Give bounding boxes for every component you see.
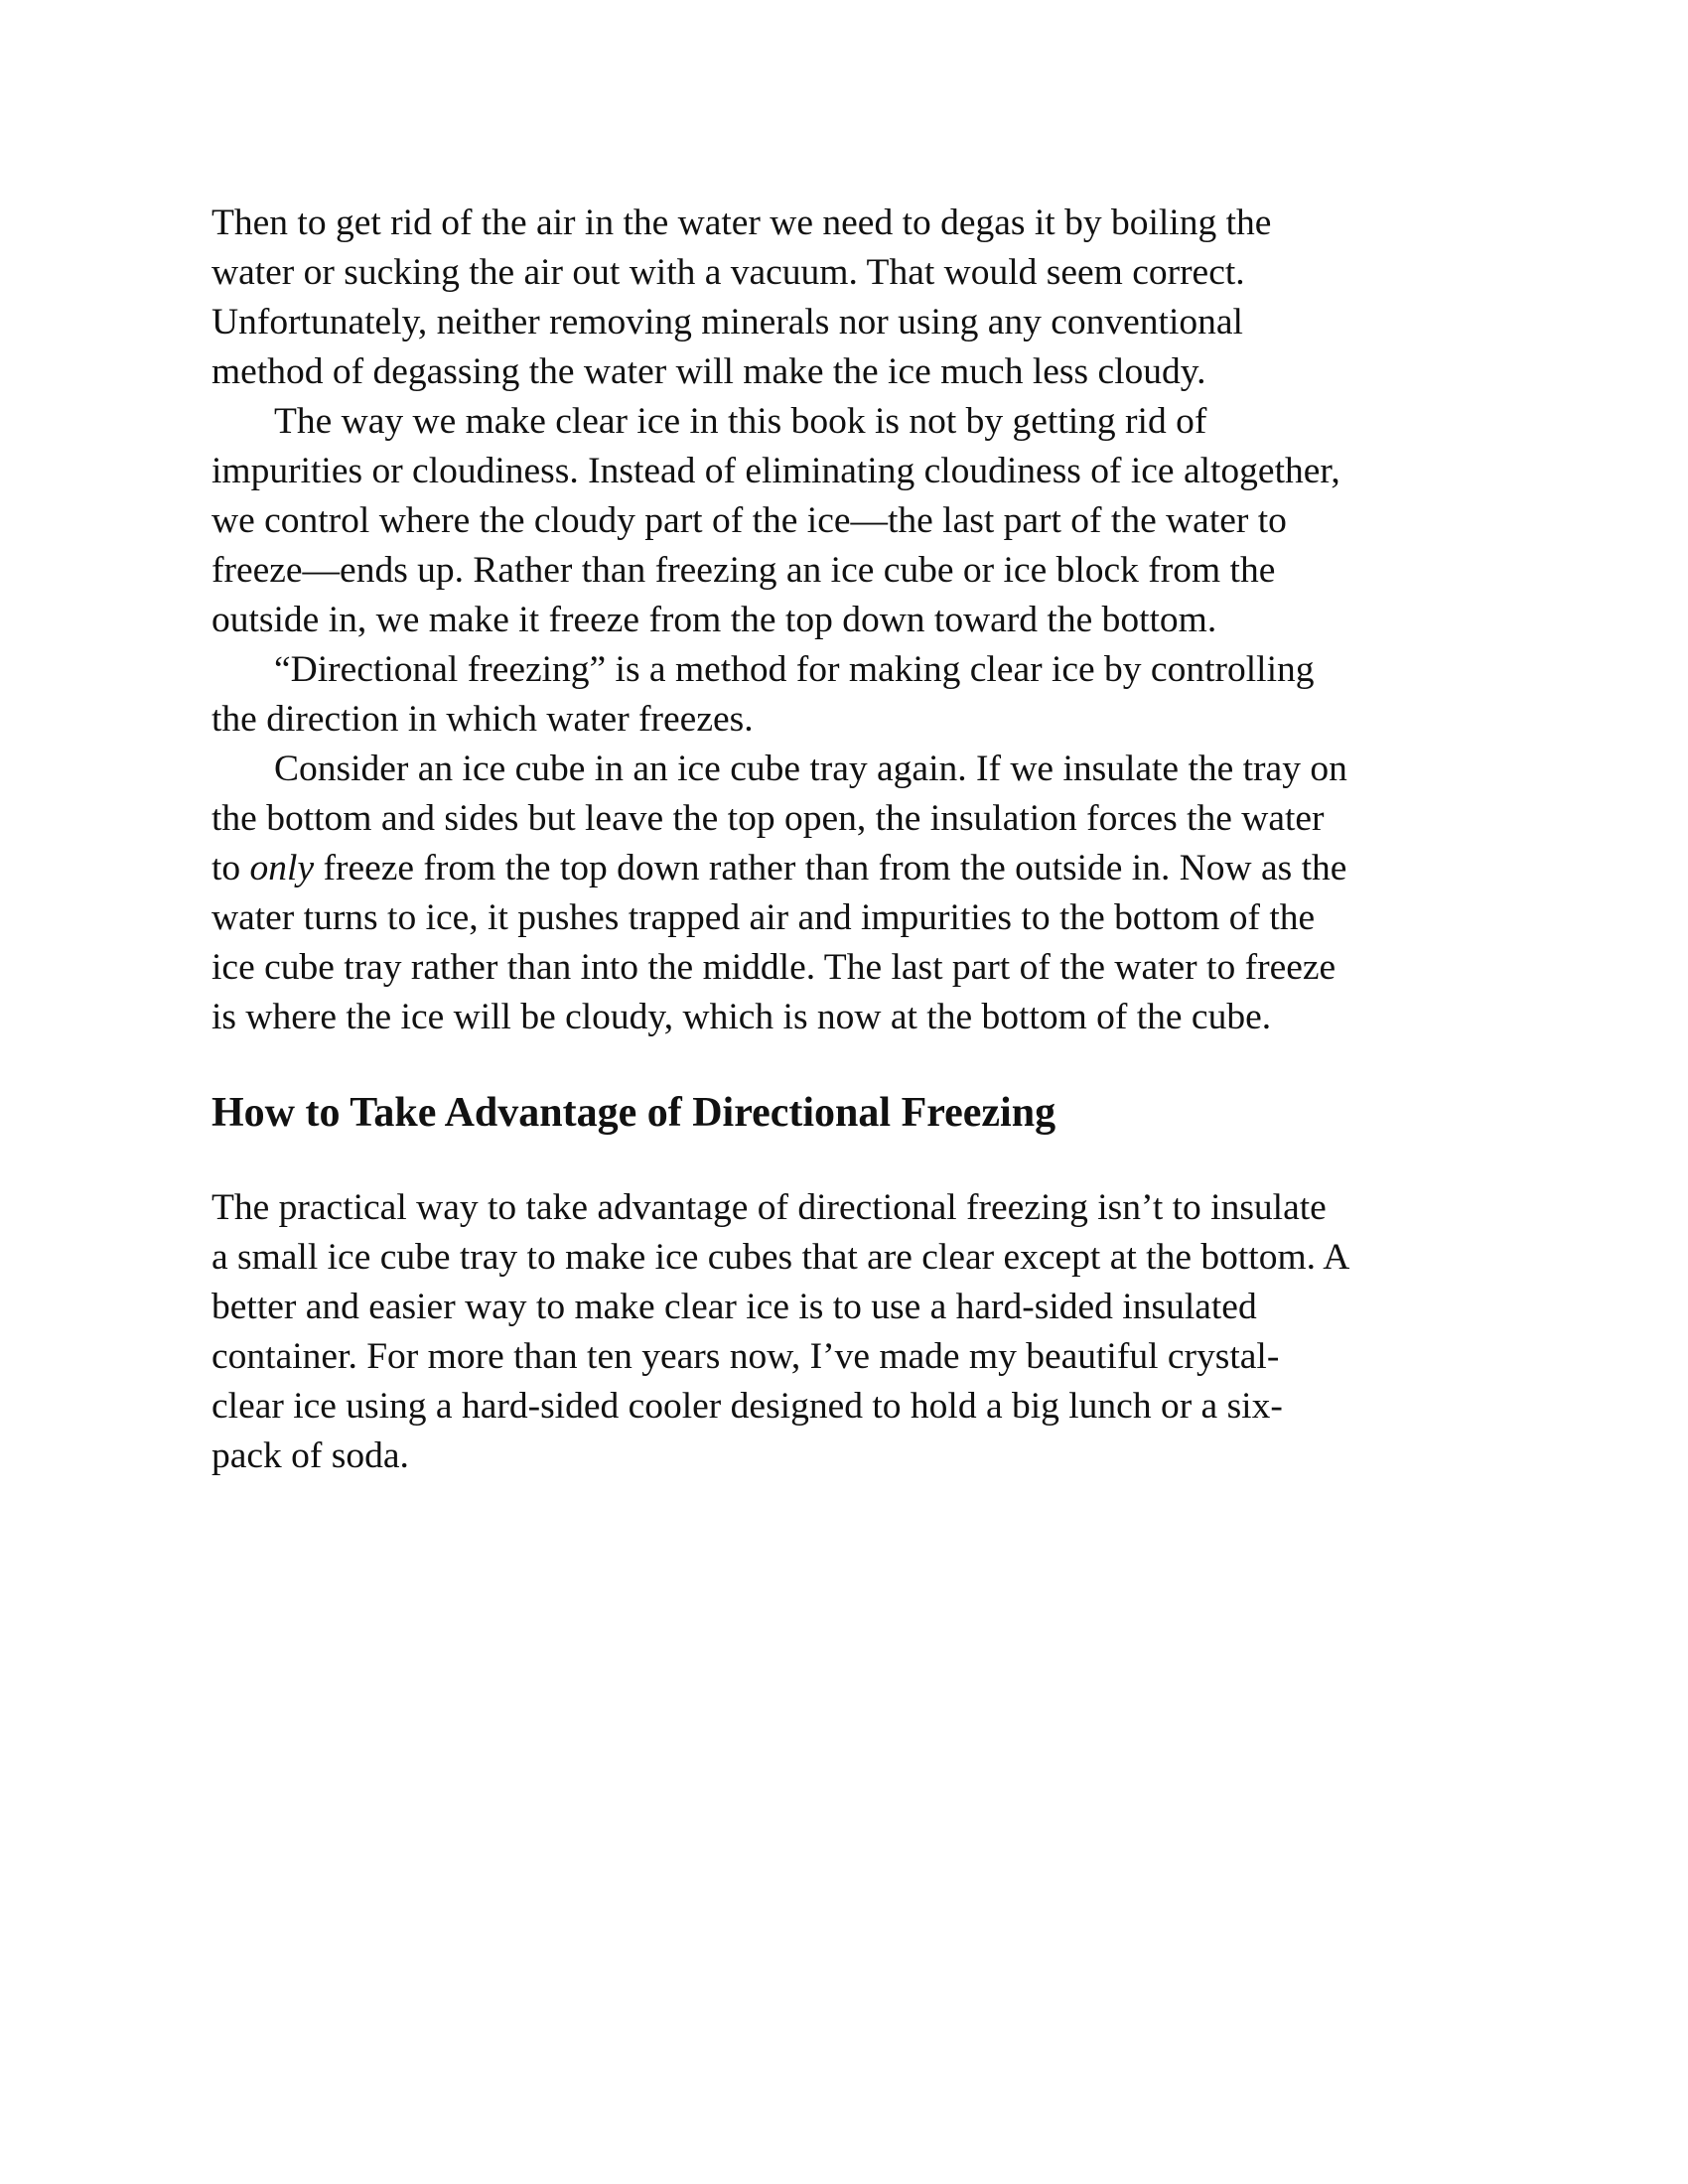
text-line: better and easier way to make clear ice is to use a hard-sided insulated (211, 1287, 1257, 1327)
paragraph-clear-ice-method (211, 397, 1492, 645)
paragraph-practical-method (211, 1183, 1492, 1481)
emphasis-word: only (249, 848, 315, 888)
text-line: a small ice cube tray to make ice cubes that are clear except at the bottom. A (211, 1237, 1350, 1278)
paragraph-ice-cube-tray (211, 745, 1492, 1042)
text-line: Consider an ice cube in an ice cube tray again. If we insulate the tray on (274, 749, 1347, 789)
text-line: the direction in which water freezes. (211, 699, 754, 740)
section-heading: How to Take Advantage of Directional Freezing (211, 1090, 1056, 1136)
text-line: is where the ice will be cloudy, which is now at the bottom of the cube. (211, 997, 1272, 1037)
text-line: pack of soda. (211, 1435, 409, 1476)
text-line: clear ice using a hard-sided cooler designed to hold a big lunch or a six- (211, 1386, 1283, 1427)
text-line: outside in, we make it freeze from the top down toward the bottom. (211, 600, 1217, 640)
text-line: The way we make clear ice in this book is not by getting rid of (274, 401, 1207, 442)
text-segment: to (211, 848, 250, 888)
paragraph-degassing (211, 199, 1492, 397)
paragraph-directional-freezing-definition (211, 645, 1492, 745)
text-line: we control where the cloudy part of the ice—the last part of the water to (211, 500, 1287, 541)
text-line-with-emphasis (211, 844, 1492, 893)
text-line: ice cube tray rather than into the middle. The last part of the water to freeze (211, 947, 1336, 988)
text-line: The practical way to take advantage of directional freezing isn’t to insulate (211, 1187, 1327, 1228)
text-line: Then to get rid of the air in the water we need to degas it by boiling the (211, 203, 1272, 243)
text-line: impurities or cloudiness. Instead of eliminating cloudiness of ice altogether, (211, 451, 1340, 491)
text-line: Unfortunately, neither removing minerals nor using any conventional (211, 302, 1243, 342)
text-segment: freeze from the top down rather than from the outside in. Now as the (314, 848, 1347, 888)
text-line: “Directional freezing” is a method for making clear ice by controlling (274, 649, 1315, 690)
text-line: the bottom and sides but leave the top open, the insulation forces the water (211, 798, 1325, 839)
text-line: method of degassing the water will make the ice much less cloudy. (211, 351, 1206, 392)
page-content (211, 199, 1492, 1481)
text-line: freeze—ends up. Rather than freezing an ice cube or ice block from the (211, 550, 1276, 591)
text-line: water or sucking the air out with a vacuum. That would seem correct. (211, 252, 1245, 293)
text-line: container. For more than ten years now, I’ve made my beautiful crystal- (211, 1336, 1280, 1377)
text-line: water turns to ice, it pushes trapped air and impurities to the bottom of the (211, 897, 1316, 938)
